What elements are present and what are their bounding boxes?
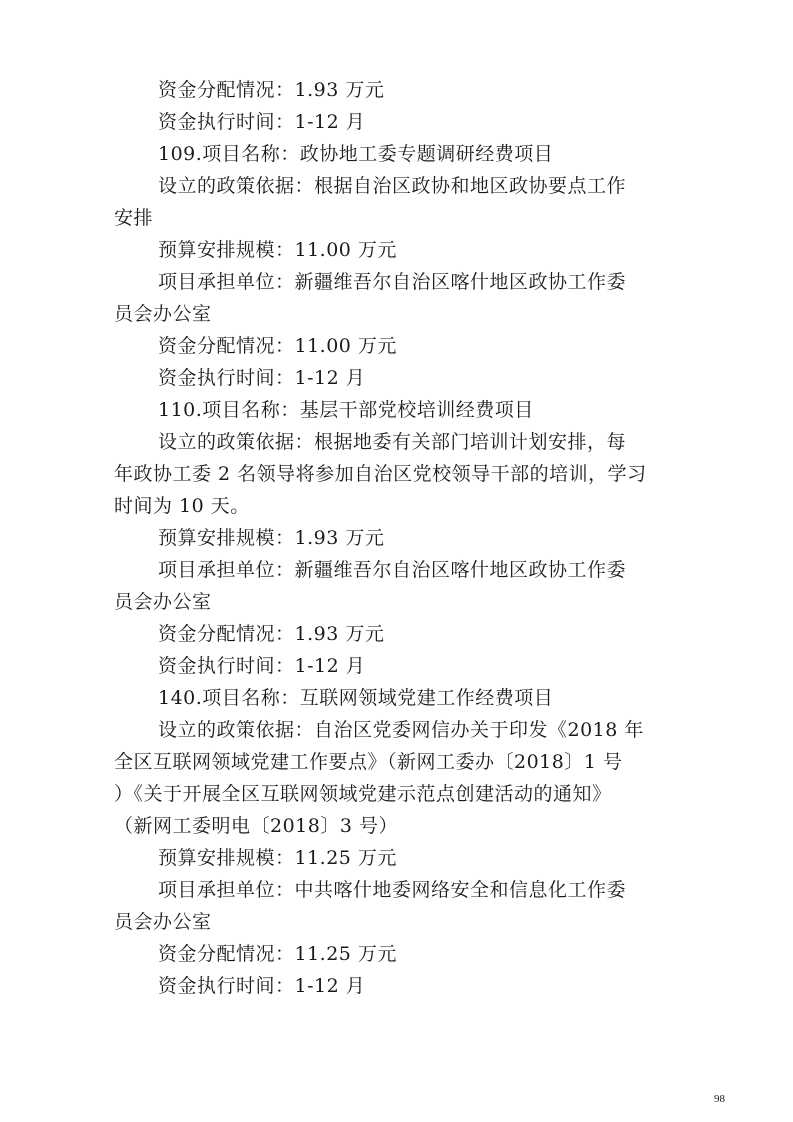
project-heading: 110.项目名称：基层干部党校培训经费项目 <box>158 399 534 421</box>
project-heading: 140.项目名称：互联网领域党建工作经费项目 <box>158 687 554 709</box>
text-line: 资金执行时间：1-12 月 <box>158 367 366 389</box>
text-line: 项目承担单位：新疆维吾尔自治区喀什地区政协工作委 <box>158 271 627 293</box>
text-line: 资金分配情况：11.25 万元 <box>158 943 397 965</box>
text-line: 资金分配情况：1.93 万元 <box>158 79 385 101</box>
page-number: 98 <box>714 1093 725 1105</box>
text-line: 项目承担单位：中共喀什地委网络安全和信息化工作委 <box>158 879 627 901</box>
text-line: 设立的政策依据：根据自治区政协和地区政协要点工作 <box>158 175 627 197</box>
text-line: 设立的政策依据：根据地委有关部门培训计划安排，每 <box>158 431 627 453</box>
text-line: 预算安排规模：11.00 万元 <box>158 239 397 261</box>
text-line: 资金执行时间：1-12 月 <box>158 975 366 997</box>
text-line: 预算安排规模：1.93 万元 <box>158 527 385 549</box>
project-heading: 109.项目名称：政协地工委专题调研经费项目 <box>158 143 554 165</box>
text-line: 项目承担单位：新疆维吾尔自治区喀什地区政协工作委 <box>158 559 627 581</box>
text-line: 时间为 10 天。 <box>114 495 250 517</box>
text-line: 员会办公室 <box>114 591 212 613</box>
text-line: 员会办公室 <box>114 303 212 325</box>
text-line: 预算安排规模：11.25 万元 <box>158 847 397 869</box>
text-line: 资金分配情况：1.93 万元 <box>158 623 385 645</box>
text-line: （新网工委明电〔2018〕3 号） <box>114 815 398 837</box>
text-line: 资金分配情况：11.00 万元 <box>158 335 397 357</box>
text-line: 员会办公室 <box>114 911 212 933</box>
text-line: 资金执行时间：1-12 月 <box>158 655 366 677</box>
text-line: 安排 <box>114 207 154 229</box>
text-line: 年政协工委 2 名领导将参加自治区党校领导干部的培训，学习 <box>114 463 647 485</box>
text-line: 设立的政策依据：自治区党委网信办关于印发《2018 年 <box>158 719 644 741</box>
text-line: 资金执行时间：1-12 月 <box>158 111 366 133</box>
text-line: 全区互联网领域党建工作要点》（新网工委办〔2018〕1 号 <box>114 751 623 773</box>
text-line: ）《关于开展全区互联网领域党建示范点创建活动的通知》 <box>114 783 612 805</box>
